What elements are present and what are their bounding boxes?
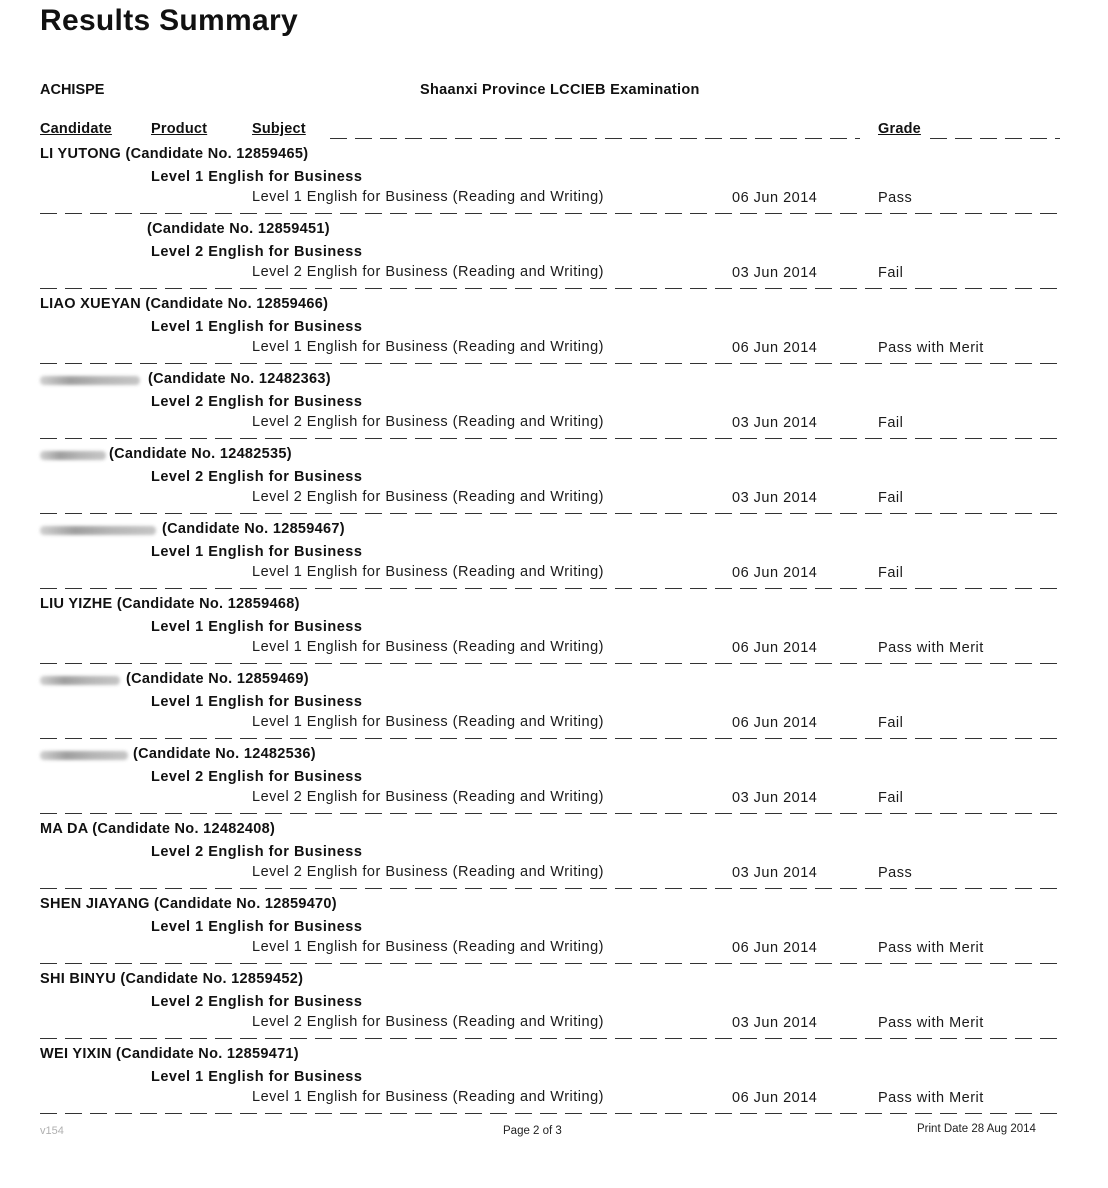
subject-label: Level 2 English for Business (Reading and Writing) [252,489,604,505]
result-row [0,891,1108,966]
exam-date: 03 Jun 2014 [732,265,818,281]
candidate-label: SHEN JIAYANG (Candidate No. 12859470) [40,896,337,912]
subject-label: Level 1 English for Business (Reading and Writing) [252,1089,604,1105]
subject-label: Level 2 English for Business (Reading and Writing) [252,414,604,430]
row-divider [40,363,1060,364]
redacted-name [40,376,140,385]
version-label: v154 [40,1125,64,1137]
subject-label: Level 2 English for Business (Reading and Writing) [252,1014,604,1030]
row-divider [40,963,1060,964]
column-header-product: Product [151,121,208,137]
product-label: Level 2 English for Business [151,394,363,410]
candidate-label: WEI YIXIN (Candidate No. 12859471) [40,1046,299,1062]
row-divider [40,1038,1060,1039]
subject-label: Level 1 English for Business (Reading and Writing) [252,339,604,355]
exam-date: 06 Jun 2014 [732,940,818,956]
grade-label: Fail [878,790,904,806]
product-label: Level 2 English for Business [151,769,363,785]
result-row [0,1041,1108,1116]
result-row [0,591,1108,666]
candidate-label: LIAO XUEYAN (Candidate No. 12859466) [40,296,329,312]
product-label: Level 1 English for Business [151,694,363,710]
result-row [0,216,1108,291]
grade-label: Pass with Merit [878,940,984,956]
exam-date: 03 Jun 2014 [732,790,818,806]
subject-label: Level 2 English for Business (Reading and Writing) [252,789,604,805]
grade-label: Fail [878,490,904,506]
row-divider [40,888,1060,889]
row-divider [40,513,1060,514]
row-divider [40,438,1060,439]
redacted-name [40,751,128,760]
row-divider [40,288,1060,289]
exam-date: 03 Jun 2014 [732,865,818,881]
exam-date: 06 Jun 2014 [732,340,818,356]
candidate-label: LI YUTONG (Candidate No. 12859465) [40,146,309,162]
product-label: Level 1 English for Business [151,1069,363,1085]
result-row [0,366,1108,441]
subject-label: Level 2 English for Business (Reading and Writing) [252,864,604,880]
grade-label: Pass with Merit [878,340,984,356]
product-label: Level 1 English for Business [151,319,363,335]
grade-label: Pass with Merit [878,1090,984,1106]
product-label: Level 1 English for Business [151,619,363,635]
column-header-subject: Subject [252,121,306,137]
exam-title: Shaanxi Province LCCIEB Examination [420,82,700,98]
subject-label: Level 2 English for Business (Reading and Writing) [252,264,604,280]
exam-date: 03 Jun 2014 [732,1015,818,1031]
grade-label: Fail [878,715,904,731]
grade-label: Fail [878,565,904,581]
result-row [0,291,1108,366]
center-code: ACHISPE [40,82,105,98]
grade-label: Pass [878,865,913,881]
product-label: Level 2 English for Business [151,469,363,485]
subject-label: Level 1 English for Business (Reading and Writing) [252,639,604,655]
candidate-label: (Candidate No. 12859467) [162,521,345,537]
column-header-grade: Grade [878,121,921,137]
candidate-label: (Candidate No. 12859451) [147,221,330,237]
product-label: Level 1 English for Business [151,169,363,185]
product-label: Level 2 English for Business [151,244,363,260]
redacted-name [40,451,106,460]
row-divider [40,588,1060,589]
header-rule [330,138,860,139]
page-number: Page 2 of 3 [503,1125,562,1137]
exam-date: 06 Jun 2014 [732,1090,818,1106]
product-label: Level 1 English for Business [151,544,363,560]
grade-label: Pass [878,190,913,206]
result-row [0,666,1108,741]
subject-label: Level 1 English for Business (Reading and Writing) [252,714,604,730]
column-header-candidate: Candidate [40,121,112,137]
row-divider [40,1113,1060,1114]
redacted-name [40,676,120,685]
candidate-label: MA DA (Candidate No. 12482408) [40,821,276,837]
result-row [0,441,1108,516]
row-divider [40,738,1060,739]
exam-date: 03 Jun 2014 [732,415,818,431]
row-divider [40,663,1060,664]
grade-label: Pass with Merit [878,640,984,656]
result-row [0,141,1108,216]
candidate-label: (Candidate No. 12482536) [133,746,316,762]
subject-label: Level 1 English for Business (Reading and Writing) [252,564,604,580]
candidate-label: (Candidate No. 12859469) [126,671,309,687]
exam-date: 03 Jun 2014 [732,490,818,506]
grade-label: Pass with Merit [878,1015,984,1031]
page-title: Results Summary [40,4,298,37]
grade-label: Fail [878,415,904,431]
subject-label: Level 1 English for Business (Reading and Writing) [252,189,604,205]
candidate-label: (Candidate No. 12482363) [148,371,331,387]
header-rule-right [930,138,1060,139]
product-label: Level 1 English for Business [151,919,363,935]
exam-date: 06 Jun 2014 [732,715,818,731]
result-row [0,516,1108,591]
exam-date: 06 Jun 2014 [732,640,818,656]
row-divider [40,213,1060,214]
result-row [0,741,1108,816]
product-label: Level 2 English for Business [151,994,363,1010]
candidate-label: LIU YIZHE (Candidate No. 12859468) [40,596,300,612]
product-label: Level 2 English for Business [151,844,363,860]
row-divider [40,813,1060,814]
candidate-label: SHI BINYU (Candidate No. 12859452) [40,971,304,987]
grade-label: Fail [878,265,904,281]
exam-date: 06 Jun 2014 [732,190,818,206]
result-row [0,966,1108,1041]
candidate-label: (Candidate No. 12482535) [109,446,292,462]
result-row [0,816,1108,891]
print-date: Print Date 28 Aug 2014 [917,1123,1036,1135]
redacted-name [40,526,156,535]
exam-date: 06 Jun 2014 [732,565,818,581]
subject-label: Level 1 English for Business (Reading and Writing) [252,939,604,955]
